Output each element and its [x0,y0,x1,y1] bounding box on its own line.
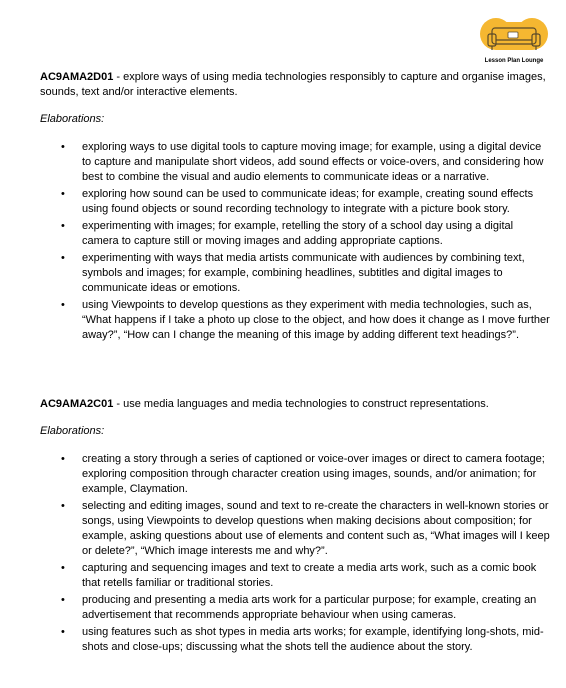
list-item [40,140,550,185]
logo-caption: Lesson Plan Lounge [484,58,544,64]
list-item [40,593,550,623]
list-item-text: capturing and sequencing images and text to create a media arts work, such as a comic book that retells familiar or traditional stories. [82,562,537,589]
list-item [40,499,550,559]
content-description-section [40,397,550,657]
bullet-icon: • [61,594,65,606]
list-item [40,187,550,217]
bullet-icon: • [61,500,65,512]
list-item-text: experimenting with images; for example, retelling the story of a school day using a digital camera to capture still or moving images and adding appropriate captions. [82,220,514,247]
description-text: - explore ways of using media technologies responsibly to capture and organise images, sounds, text and/or interactive elements. [40,71,546,98]
bullet-icon: • [61,188,65,200]
elaborations-list [40,140,550,343]
list-item-text: creating a story through a series of captioned or voice-over images or direct to camera footage; exploring composition through character creation using images, sounds, and/or animation; for example, Claymation. [82,453,545,495]
list-item-text: using features such as shot types in media arts works; for example, identifying long-shots, mid-shots and close-ups; discussing what the shots tell the audience about the story. [82,626,544,653]
list-item-text: exploring ways to use digital tools to capture moving image; for example, using a digital device to capture and manipulate short videos, add sound effects or voice-overs, and considering how best to combine the visual and audio elements to communicate ideas or a narrative. [82,141,544,183]
elaborations-list [40,452,550,655]
curriculum-code: AC9AMA2C01 [40,398,114,410]
bullet-icon: • [61,626,65,638]
list-item [40,625,550,655]
content-description [40,397,550,412]
list-item [40,452,550,497]
list-item [40,561,550,591]
list-item-text: experimenting with ways that media artists communicate with audiences by combining text, symbols and images; for example, combining headlines, subtitles and digital images to communicate ideas or emotions. [82,252,525,294]
bullet-icon: • [61,220,65,232]
list-item-text: producing and presenting a media arts work for a particular purpose; for example, creating an advertisement that recommends appropriate behaviour when using cameras. [82,594,537,621]
bullet-icon: • [61,252,65,264]
bullet-icon: • [61,562,65,574]
list-item [40,298,550,343]
list-item [40,219,550,249]
bullet-icon: • [61,299,65,311]
content-description [40,70,550,100]
elaborations-label: Elaborations: [40,425,105,437]
list-item [40,251,550,296]
list-item-text: selecting and editing images, sound and text to re-create the characters in well-known stories or songs, using Viewpoints to develop questions when making decisions about composition; for example, asking questions about use of elements and content such as, “What images will I keep or delete?”, “Which image interests me and why?”. [82,500,550,557]
list-item-text: using Viewpoints to develop questions as they experiment with media technologies, such as, “What happens if I take a photo up close to the object, and how does it change as I move further away?”, “How can I change the meaning of this image by adding different text headings?”. [82,299,550,341]
curriculum-code: AC9AMA2D01 [40,71,114,83]
description-text: - use media languages and media technologies to construct representations. [113,398,489,410]
couch-icon [478,14,550,60]
elaborations-label: Elaborations: [40,113,105,125]
content-description-section [40,70,550,345]
bullet-icon: • [61,453,65,465]
list-item-text: exploring how sound can be used to communicate ideas; for example, creating sound effects using found objects or sound recording technology to integrate with a picture book story. [82,188,534,215]
bullet-icon: • [61,141,65,153]
